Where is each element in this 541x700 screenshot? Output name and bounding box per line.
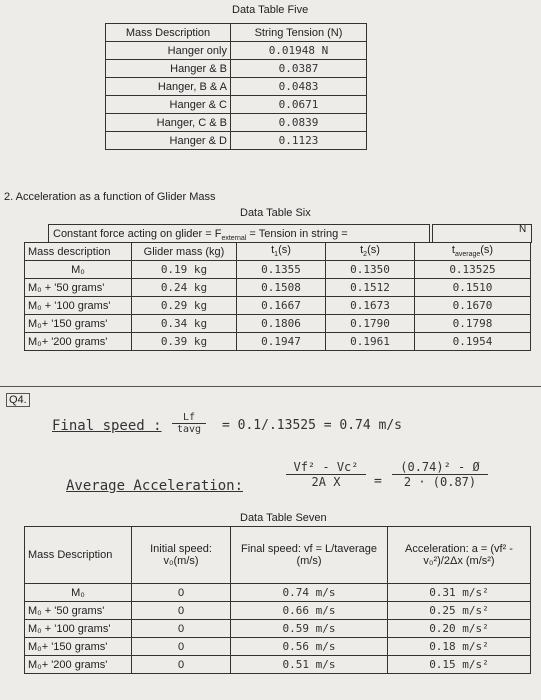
table7-cell: 0	[132, 602, 231, 620]
table6-constant-force	[48, 224, 430, 242]
avg-acc-calc-num: (0.74)² - Ø	[392, 460, 488, 475]
table-row	[25, 602, 531, 620]
final-speed-fraction	[172, 412, 206, 435]
table7-cell: 0.66 m/s	[231, 602, 388, 620]
q4-label: Q4.	[6, 393, 30, 407]
table6-header: Glider mass (kg)	[132, 243, 237, 261]
table5-cell: Hanger & D	[106, 132, 231, 150]
avg-acc-num: Vf² - Vc²	[286, 460, 366, 475]
table6-cell: 0.1790	[326, 315, 415, 333]
table-row	[25, 527, 531, 584]
final-speed-calc: = 0.1/.13525 = 0.74 m/s	[222, 418, 403, 433]
table5-cell: 0.0671	[231, 96, 367, 114]
table6-header: $t_1(s)$	[237, 243, 326, 261]
table5-header-tension: String Tension (N)	[231, 24, 367, 42]
table7-cell: M₀+ '150 grams'	[25, 638, 132, 656]
table7-header-initial: Initial speed: v₀(m/s)	[132, 527, 231, 584]
table6-cell: 0.29 kg	[132, 297, 237, 315]
const-label: Constant force acting on glider = F	[53, 228, 222, 240]
table6-cell: 0.1510	[415, 279, 531, 297]
table6-cell: 0.13525	[415, 261, 531, 279]
avg-acc-fraction	[286, 460, 366, 489]
table6-cell: 0.1806	[237, 315, 326, 333]
table5-cell: 0.0839	[231, 114, 367, 132]
table6-cell: 0.34 kg	[132, 315, 237, 333]
avg-acc-den: 2A X	[311, 475, 341, 489]
table7-cell: M₀+ '200 grams'	[25, 656, 132, 674]
table7-cell: 0.25 m/s²	[388, 602, 531, 620]
table-row	[106, 132, 367, 150]
table6-header: $t_{average}(s)$	[415, 243, 531, 261]
table-row	[25, 638, 531, 656]
table-row	[25, 584, 531, 602]
avg-acc-label: Average Acceleration:	[66, 478, 244, 494]
table7-cell: 0	[132, 638, 231, 656]
table7-cell: M₀ + '100 grams'	[25, 620, 132, 638]
table6-cell: M₀	[25, 261, 132, 279]
table6-cell: 0.1961	[326, 333, 415, 351]
table7-header-acc: Acceleration: a = (vf² - v₀²)/2Δx (m/s²)	[388, 527, 531, 584]
table7-cell: 0.15 m/s²	[388, 656, 531, 674]
table7-cell: 0.56 m/s	[231, 638, 388, 656]
table6-cell: M₀+ '150 grams'	[25, 315, 132, 333]
table7-cell: 0.18 m/s²	[388, 638, 531, 656]
table-row	[25, 620, 531, 638]
final-speed-den: tavg	[176, 424, 202, 435]
table7-title: Data Table Seven	[240, 512, 327, 524]
avg-acc-calc-den: 2 · (0.87)	[403, 475, 477, 489]
tension-answer-box	[432, 224, 532, 243]
table7-cell: M₀ + '50 grams'	[25, 602, 132, 620]
table6-cell: 0.1798	[415, 315, 531, 333]
table6-cell: 0.24 kg	[132, 279, 237, 297]
table7-header-mass: Mass Description	[25, 527, 132, 584]
equals-sign: =	[374, 474, 382, 489]
table6	[24, 242, 531, 351]
const-sub: external	[221, 235, 247, 243]
table-row	[25, 315, 531, 333]
table6-cell: 0.39 kg	[132, 333, 237, 351]
table6-cell: 0.19 kg	[132, 261, 237, 279]
table5-cell: Hanger only	[106, 42, 231, 60]
section2-heading: 2. Acceleration as a function of Glider Mass	[4, 191, 216, 203]
table6-title: Data Table Six	[240, 207, 311, 219]
table7-cell: 0.20 m/s²	[388, 620, 531, 638]
section-divider	[0, 386, 541, 387]
table-row	[106, 42, 367, 60]
table7-cell: 0	[132, 584, 231, 602]
table6-cell: M₀ + '50 grams'	[25, 279, 132, 297]
const-rest: = Tension in string =	[246, 228, 348, 240]
table-row	[25, 333, 531, 351]
table7-cell: 0	[132, 656, 231, 674]
table5-cell: Hanger & C	[106, 96, 231, 114]
n-unit: N	[519, 224, 527, 235]
table7-cell: 0	[132, 620, 231, 638]
table6-cell: 0.1673	[326, 297, 415, 315]
avg-acc-calc-fraction	[392, 460, 488, 489]
table6-cell: M₀+ '200 grams'	[25, 333, 132, 351]
table5-cell: 0.0483	[231, 78, 367, 96]
table5-header-mass: Mass Description	[106, 24, 231, 42]
table6-cell: 0.1670	[415, 297, 531, 315]
table6-cell: 0.1508	[237, 279, 326, 297]
table-row	[106, 24, 367, 42]
table-row	[106, 60, 367, 78]
table7-cell: 0.51 m/s	[231, 656, 388, 674]
table-row	[25, 243, 531, 261]
table5-cell: Hanger & B	[106, 60, 231, 78]
table-row	[25, 261, 531, 279]
table-row	[25, 656, 531, 674]
table5-cell: Hanger, C & B	[106, 114, 231, 132]
table5-cell: Hanger, B & A	[106, 78, 231, 96]
final-speed-num: Lf	[172, 412, 206, 424]
table6-cell: 0.1947	[237, 333, 326, 351]
table6-header: Mass description	[25, 243, 132, 261]
final-speed-label: Final speed :	[52, 418, 162, 434]
table-row	[25, 279, 531, 297]
table5-title: Data Table Five	[232, 4, 309, 16]
table-row	[106, 96, 367, 114]
table-row	[106, 114, 367, 132]
table7-cell: 0.59 m/s	[231, 620, 388, 638]
table7-cell: 0.74 m/s	[231, 584, 388, 602]
table7-cell: M₀	[25, 584, 132, 602]
table6-cell: 0.1667	[237, 297, 326, 315]
table7-cell: 0.31 m/s²	[388, 584, 531, 602]
table6-cell: 0.1355	[237, 261, 326, 279]
table7-header-final: Final speed: vf = L/taverage (m/s)	[231, 527, 388, 584]
table-row	[106, 78, 367, 96]
table5-cell: 0.0387	[231, 60, 367, 78]
table6-cell: M₀ + '100 grams'	[25, 297, 132, 315]
table7	[24, 526, 531, 674]
table6-header: $t_2(s)$	[326, 243, 415, 261]
table5-cell: 0.01948 N	[231, 42, 367, 60]
table6-cell: 0.1512	[326, 279, 415, 297]
table6-cell: 0.1954	[415, 333, 531, 351]
table5-cell: 0.1123	[231, 132, 367, 150]
table-row	[25, 297, 531, 315]
table5	[105, 23, 367, 150]
table6-cell: 0.1350	[326, 261, 415, 279]
